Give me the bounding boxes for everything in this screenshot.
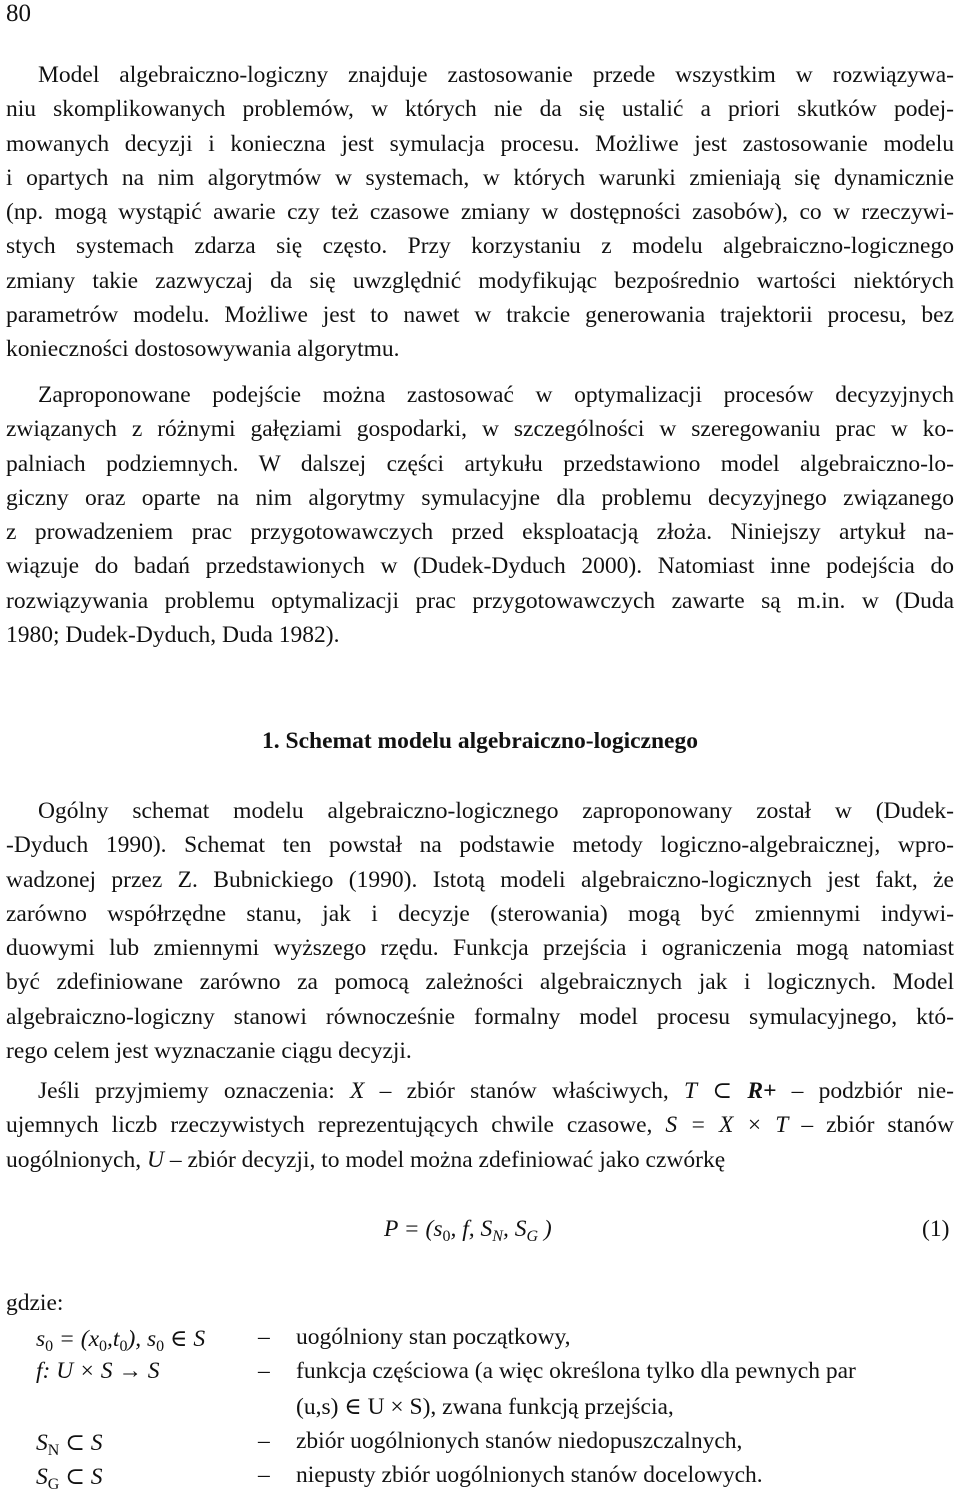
paragraph-intro xyxy=(6,58,954,367)
text-line: Ogólny schemat modelu algebraiczno-logicznego zaproponowany został w (Dudek- xyxy=(38,798,954,824)
definition-row xyxy=(0,1358,960,1392)
definition-text: funkcja częściowa (a więc określona tylko dla pewnych par xyxy=(296,1358,856,1384)
text-line: giczny oraz oparte na nim algorytmy symulacyjne dla problemu decyzyjnego związanego xyxy=(6,484,954,511)
gdzie-label: gdzie: xyxy=(6,1290,64,1316)
definition-symbol: f: U × S → S xyxy=(36,1358,160,1384)
definition-text: zbiór uogólnionych stanów niedopuszczalnych, xyxy=(296,1428,743,1454)
text-line: być zdefiniowane zarówno za pomocą zależności algebraicznych jak i logicznych. Model xyxy=(6,969,954,996)
page-number: 80 xyxy=(6,0,31,27)
definition-row xyxy=(0,1428,960,1462)
definition-symbol: $S_G$ ⊂ S xyxy=(36,1464,103,1493)
text-line: uogólnionych, U – zbiór decyzji, to model można zdefiniować jako czwórkę xyxy=(6,1146,726,1173)
section-heading: 1. Schemat modelu algebraiczno-logicznego xyxy=(262,728,698,754)
equation-number: (1) xyxy=(922,1216,950,1242)
text-line: palniach podziemnych. W dalszej części artykułu przedstawiono model algebraiczno-lo- xyxy=(6,450,954,477)
text-line: Jeśli przyjmiemy oznaczenia: X – zbiór stanów właściwych, T ⊂ R+ – podzbiór nie- xyxy=(38,1078,954,1104)
text-line: z prowadzeniem prac przygotowawczych przed eksploatacją złoża. Niniejszy artykuł na- xyxy=(6,519,954,546)
text-line: wadzonej przez Z. Bubnickiego (1990). Istotą modeli algebraiczno-logicznych jest fakt, że xyxy=(6,866,954,893)
definition-dash: – xyxy=(258,1428,270,1454)
text-line: rego celem jest wyznaczanie ciągu decyzji. xyxy=(6,1038,412,1065)
text-line: stych systemach zdarza się często. Przy korzystaniu z modelu algebraiczno-logicznego xyxy=(6,233,954,260)
definition-symbol: $s_0 = (x_0,t_0)$, $s_0$ ∈ S xyxy=(36,1326,206,1355)
paragraph-notation xyxy=(6,1074,954,1177)
paragraph-approach xyxy=(6,378,954,652)
text-line: Model algebraiczno-logiczny znajduje zastosowanie przede wszystkim w rozwiązywa- xyxy=(38,62,954,88)
text-line: niu skomplikowanych problemów, w których nie da się ustalić a priori skutków podej- xyxy=(6,96,954,123)
definition-dash: – xyxy=(258,1462,270,1488)
text-line: duowymi lub zmiennymi wyższego rzędu. Funkcja przejścia i ograniczenia mogą natomiast xyxy=(6,935,954,962)
paragraph-schema xyxy=(6,794,954,1068)
text-line: mowanych decyzji i konieczna jest symulacja procesu. Możliwe jest zastosowanie modelu xyxy=(6,130,954,157)
definition-row xyxy=(0,1392,960,1426)
text-line: zarówno współrzędne stanu, jak i decyzje (sterowania) mogą być zmiennymi indywi- xyxy=(6,900,954,927)
text-line: Zaproponowane podejście można zastosować w optymalizacji procesów decyzyjnych xyxy=(38,382,954,408)
text-line: parametrów modelu. Możliwe jest to nawet w trakcie generowania trajektorii procesu, bez xyxy=(6,302,954,329)
text-line: algebraiczno-logiczny stanowi równocześnie formalny model procesu symulacyjnego, któ- xyxy=(6,1003,954,1030)
equation-1: $P = (s_0$, f, $S_N$, $S_G$ ) xyxy=(384,1216,552,1245)
definition-row xyxy=(0,1324,960,1358)
text-line: i opartych na nim algorytmów w systemach, w których warunki zmieniają się dynamicznie xyxy=(6,164,954,191)
definition-dash: – xyxy=(258,1324,270,1350)
definition-row xyxy=(0,1462,960,1496)
definition-symbol: $S_N$ ⊂ S xyxy=(36,1430,103,1459)
text-line: wiązuje do badań przedstawionych w (Dudek-Dyduch 2000). Natomiast inne podejścia do xyxy=(6,553,954,580)
text-line: ujemnych liczb rzeczywistych reprezentujących chwile czasowe, S = X × T – zbiór stanów xyxy=(6,1112,954,1139)
definition-text: (u,s) ∈ U × S), zwana funkcją przejścia, xyxy=(296,1394,674,1420)
text-line: -Dyduch 1990). Schemat ten powstał na podstawie metody logiczno-algebraicznej, wpro- xyxy=(6,832,954,859)
text-line: związanych z różnymi gałęziami gospodarki, w szczególności w szeregowaniu prac w ko- xyxy=(6,416,954,443)
text-line: rozwiązywania problemu optymalizacji prac przygotowawczych zawarte są m.in. w (Duda xyxy=(6,587,954,614)
text-line: konieczności dostosowywania algorytmu. xyxy=(6,336,400,363)
text-line: 1980; Dudek-Dyduch, Duda 1982). xyxy=(6,622,340,649)
text-line: zmiany takie zazwyczaj da się uwzględnić modyfikując bezpośrednio wartości niektórych xyxy=(6,267,954,294)
definition-dash: – xyxy=(258,1358,270,1384)
text-line: (np. mogą wystąpić awarie czy też czasowe zmiany w dostępności zasobów), co w rzeczywi- xyxy=(6,199,954,226)
definition-text: niepusty zbiór uogólnionych stanów docelowych. xyxy=(296,1462,763,1488)
definition-text: uogólniony stan początkowy, xyxy=(296,1324,571,1350)
